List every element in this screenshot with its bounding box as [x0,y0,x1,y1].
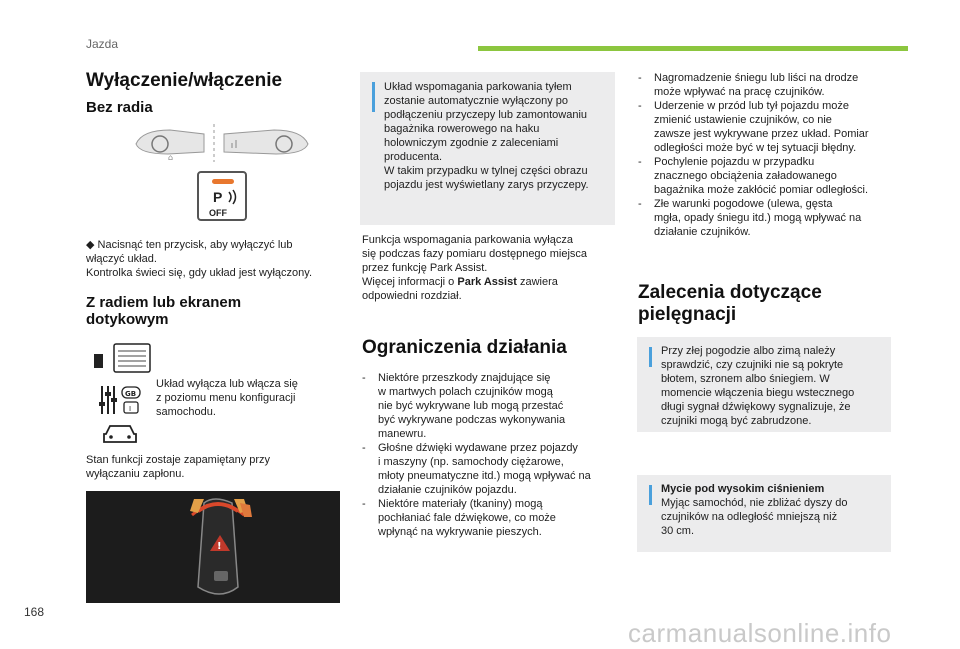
chapter-accent-bar [478,46,908,51]
car-settings-icon [100,422,140,446]
svg-text:!: ! [217,541,222,552]
limitations-list [362,371,618,539]
section-title-care: Zalecenia dotyczące pielęgnacji [638,282,822,325]
more-info-para [362,275,558,303]
pressure-wash-text: Myjąc samochód, nie zbliżać dyszy do czujników na odległość mniejszą niż 30 cm. [661,497,848,537]
section-title-onoff: Wyłączenie/włączenie [86,70,283,91]
list-item: - Złe warunki pogodowe (ulewa, gęsta mgła, opady śniegu itd.) mogą wpływać na działanie czujników. [638,197,898,239]
settings-sliders-icon [98,384,142,416]
indicator-note: Kontrolka świeci się, gdy układ jest wyłączony. [86,267,313,279]
info-box-accent [372,82,375,112]
svg-text:⌂: ⌂ [168,153,174,162]
svg-text:GB: GB [125,390,137,398]
parking-sensors-diagram [132,122,312,164]
more-info-text-3: odpowiedni rozdział. [362,290,462,302]
indicator-led [212,179,234,184]
memory-state-text: Stan funkcji zostaje zapamiętany przy wyłączaniu zapłonu. [86,454,271,480]
pressure-wash-box [637,475,891,552]
arrow-bullet-icon: ◆ [86,239,98,251]
park-assist-off-button[interactable] [197,171,247,221]
subheading-no-radio: Bez radia [86,99,153,116]
trailer-info-text: Układ wspomagania parkowania tyłem zostanie automatycznie wyłączony po podłączeniu przyczepy lub zamontowaniu bagażnika rowerowego na haku holowniczym zgodnie z zaleceniami producenta. W takim przypadku w tylnej części obrazu pojazdu jest wyświetlany zarys przyczepy. [384,81,589,191]
trailer-info-box [360,72,615,225]
subheading-radio-touchscreen: Z radiem lub ekranem dotykowym [86,294,242,328]
menu-config-text: Układ wyłącza lub włącza się z poziomu menu konfiguracji samochodu. [156,378,298,418]
park-assist-para: Funkcja wspomagania parkowania wyłącza się podczas fazy pomiaru dostępnego miejsca przez funkcję Park Assist. [362,234,588,274]
list-item: - Pochylenie pojazdu w przypadku znacznego obciążenia załadowanego bagażnika może zakłócić pomiar odległości. [638,155,898,197]
list-item: - Niektóre przeszkody znajdujące się w martwych polach czujników mogą nie być wykrywane lub mogą przestać być wykrywane podczas wykonywania manewru. [362,371,618,441]
off-label: OFF [209,208,227,218]
weather-care-text: Przy złej pogodzie albo zimą należy sprawdzić, czy czujniki nie są pokryte błotem, szronem albo śniegiem. W momencie włączenia biegu wstecznego długi sygnał dźwiękowy sygnalizuje, że czujniki mogą być zabrudzone. [661,345,855,427]
section-title-limitations: Ograniczenia działania [362,337,567,358]
more-info-text-2: zawiera [516,276,558,288]
step-press-button-text: Nacisnąć ten przycisk, aby wyłączyć lub włączyć układ. [86,239,293,265]
more-info-text: Więcej informacji o [362,276,458,288]
sensor-waves-icon [227,189,241,205]
care-box-accent [649,347,652,367]
rear-sensor-display-image [86,491,340,603]
list-item: - Uderzenie w przód lub tył pojazdu może zmienić ustawienie czujników, co nie zawsze jest wykrywane przez układ. Pomiar odległości może być w tej sytuacji błędny. [638,99,898,155]
park-assist-ref: Park Assist [457,276,517,288]
parking-p-icon: P [213,189,223,205]
list-item: - Nagromadzenie śniegu lub liści na drodze może wpływać na pracę czujników. [638,71,898,99]
weather-care-box [637,337,891,432]
limitations-list-cont [638,71,898,239]
watermark: carmanualsonline.info [628,618,892,648]
svg-text:I: I [129,405,132,413]
radio-screen-icon [94,342,152,376]
chapter-title: Jazda [86,37,119,51]
list-item: - Głośne dźwięki wydawane przez pojazdy i maszyny (np. samochody ciężarowe, młoty pneumatyczne itd.) mogą wpływać na działanie czujników pojazdu. [362,441,618,497]
pressure-wash-title: Mycie pod wysokim ciśnieniem [661,483,825,495]
page-number: 168 [24,605,45,619]
wash-box-accent [649,485,652,505]
step-press-button [86,238,293,266]
pressure-wash-content [661,482,883,538]
list-item: - Niektóre materiały (tkaniny) mogą pochłaniać fale dźwiękowe, co może wpłynąć na wykrywanie pieszych. [362,497,618,539]
